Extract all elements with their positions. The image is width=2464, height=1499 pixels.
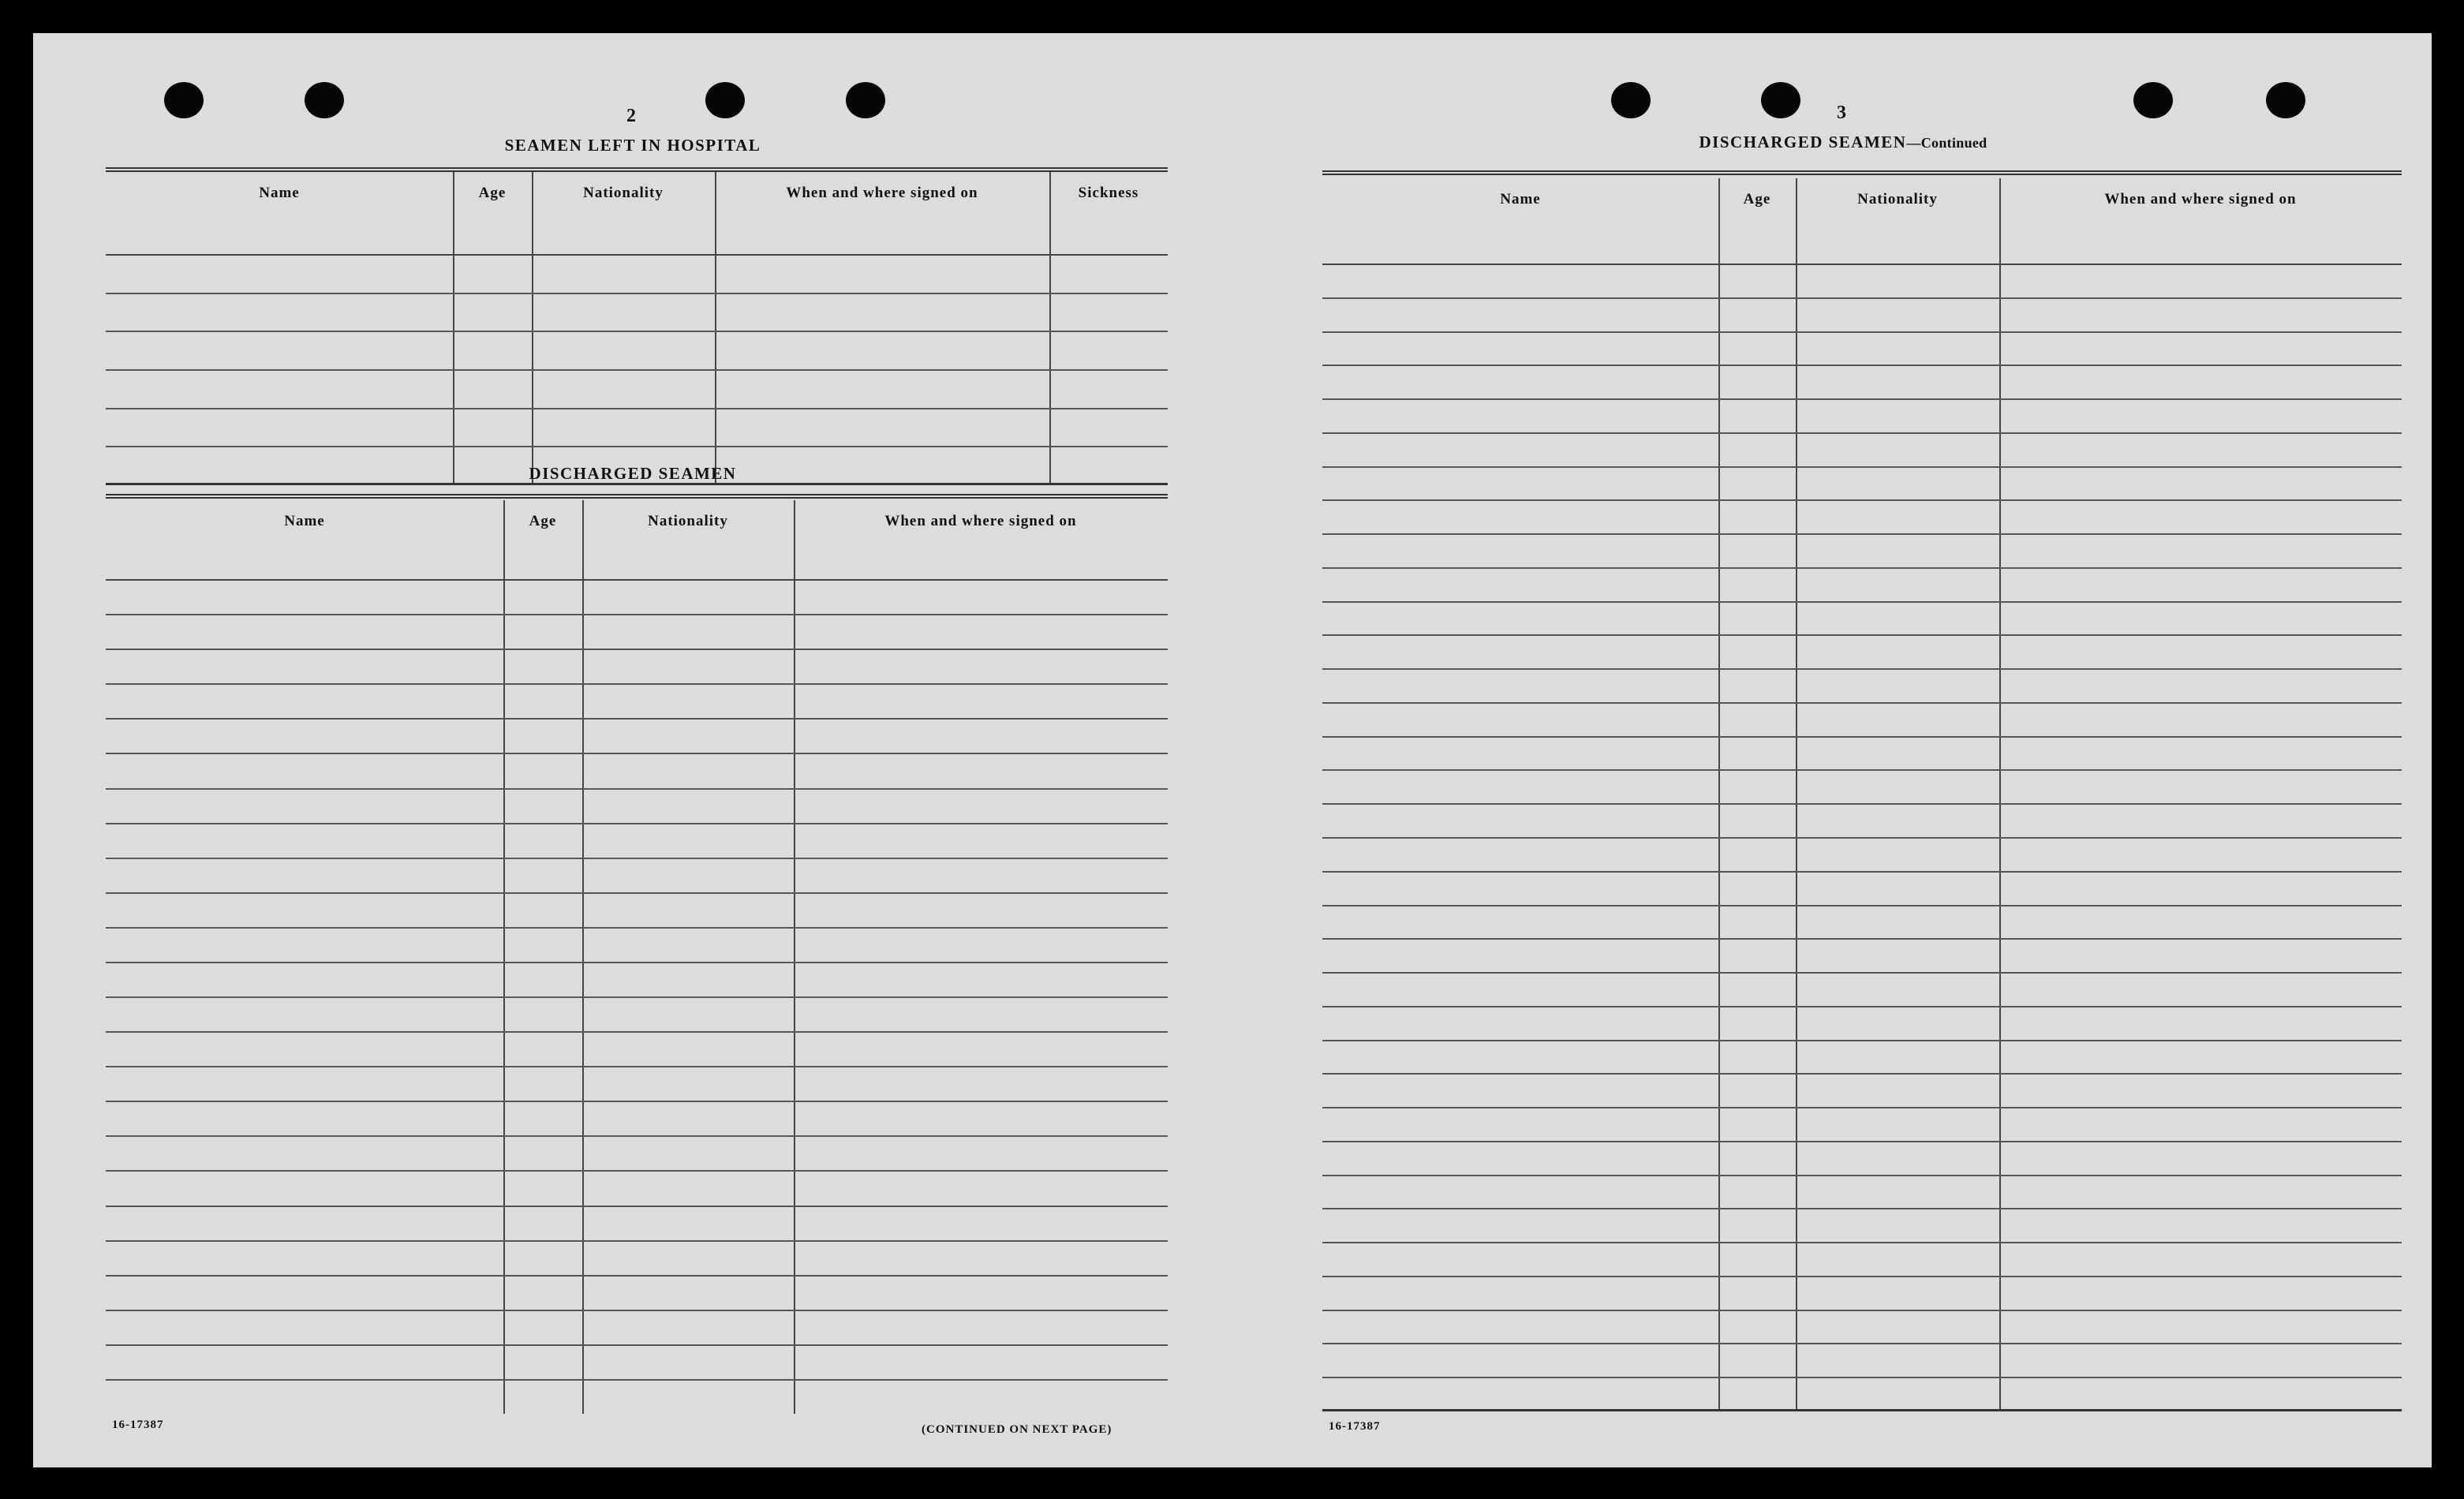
column-header: When and where signed on — [2104, 191, 2297, 207]
ruled-line — [1322, 1208, 2402, 1209]
binder-hole — [1611, 82, 1651, 118]
ruled-line — [1322, 702, 2402, 704]
ruled-line — [1322, 432, 2402, 434]
binder-hole — [164, 82, 204, 118]
ruled-line — [1322, 938, 2402, 940]
column-divider — [1796, 178, 1797, 1411]
ruled-line — [1322, 1310, 2402, 1311]
ruled-line — [106, 1240, 1168, 1242]
ruled-line — [1322, 871, 2402, 873]
ruled-line — [106, 753, 1168, 754]
ruled-line — [1322, 466, 2402, 468]
binder-hole — [705, 82, 745, 118]
ruled-line — [106, 1031, 1168, 1033]
ruled-line — [106, 1310, 1168, 1311]
hospital-section-title: SEAMEN LEFT IN HOSPITAL — [504, 136, 761, 155]
binder-hole — [305, 82, 344, 118]
column-header: When and where signed on — [884, 513, 1077, 529]
column-divider — [715, 172, 716, 484]
ruled-line — [106, 369, 1168, 371]
ruled-line — [106, 1101, 1168, 1102]
ruled-line — [106, 293, 1168, 294]
column-header: Name — [284, 513, 325, 529]
ruled-line — [1322, 668, 2402, 670]
right-page-number: 3 — [1837, 103, 1846, 123]
column-divider — [1049, 172, 1051, 484]
column-header: Nationality — [583, 185, 664, 201]
column-divider — [532, 172, 533, 484]
discharged-table — [106, 500, 1168, 1414]
column-header: Name — [1500, 191, 1541, 207]
continued-table — [1322, 178, 2402, 1411]
column-header: Name — [259, 185, 300, 201]
table-bottom-rule — [1322, 1409, 2402, 1411]
ruled-line — [1322, 499, 2402, 501]
column-divider — [503, 500, 505, 1414]
ruled-line — [1322, 1377, 2402, 1378]
column-divider — [794, 500, 795, 1414]
ledger-sheet — [33, 33, 2432, 1467]
discharged-section-title: DISCHARGED SEAMEN — [529, 464, 737, 483]
binder-hole — [2133, 82, 2173, 118]
column-header: Age — [529, 513, 557, 529]
continued-top-rule — [1322, 170, 2402, 175]
ruled-line — [106, 962, 1168, 963]
ruled-line — [1322, 972, 2402, 974]
header-rule — [106, 579, 1168, 581]
ruled-line — [1322, 1242, 2402, 1243]
ruled-line — [106, 1170, 1168, 1172]
hospital-table — [106, 172, 1168, 484]
ruled-line — [1322, 1073, 2402, 1075]
ruled-line — [1322, 634, 2402, 636]
header-rule — [1322, 264, 2402, 265]
ruled-line — [1322, 297, 2402, 299]
ruled-line — [106, 649, 1168, 650]
column-divider — [582, 500, 584, 1414]
column-header: Nationality — [1857, 191, 1938, 207]
right-form-number: 16-17387 — [1329, 1420, 1381, 1433]
ruled-line — [1322, 905, 2402, 907]
ruled-line — [106, 788, 1168, 790]
column-header: Age — [1743, 191, 1771, 207]
ruled-line — [106, 1206, 1168, 1207]
ruled-line — [1322, 398, 2402, 400]
ruled-line — [1322, 601, 2402, 603]
ruled-line — [106, 683, 1168, 685]
continued-suffix: —Continued — [1906, 135, 1987, 151]
ruled-line — [1322, 1141, 2402, 1142]
ruled-line — [1322, 1276, 2402, 1277]
header-rule — [106, 254, 1168, 256]
column-header: Nationality — [648, 513, 728, 529]
discharged-top-rule — [106, 494, 1168, 499]
ruled-line — [106, 927, 1168, 929]
left-page-number: 2 — [626, 106, 636, 126]
ruled-line — [1322, 837, 2402, 839]
column-divider — [453, 172, 454, 484]
ruled-line — [106, 1275, 1168, 1277]
ruled-line — [106, 1379, 1168, 1381]
ruled-line — [106, 858, 1168, 859]
ruled-line — [1322, 1107, 2402, 1108]
ruled-line — [1322, 1175, 2402, 1176]
ruled-line — [106, 1344, 1168, 1346]
ruled-line — [106, 996, 1168, 998]
continued-section-title — [1699, 133, 1987, 152]
ruled-line — [1322, 331, 2402, 333]
ruled-line — [106, 331, 1168, 332]
ruled-line — [106, 1066, 1168, 1067]
ruled-line — [1322, 1343, 2402, 1344]
ruled-line — [1322, 769, 2402, 771]
ruled-line — [1322, 1006, 2402, 1007]
ruled-line — [1322, 364, 2402, 366]
column-header: When and where signed on — [786, 185, 978, 201]
column-header: Sickness — [1078, 185, 1139, 201]
ruled-line — [106, 446, 1168, 447]
ruled-line — [1322, 736, 2402, 738]
ruled-line — [106, 614, 1168, 615]
binder-hole — [846, 82, 885, 118]
ruled-line — [106, 718, 1168, 720]
ruled-line — [1322, 533, 2402, 535]
ruled-line — [1322, 567, 2402, 569]
column-divider — [1718, 178, 1720, 1411]
ruled-line — [1322, 803, 2402, 805]
binder-hole — [1761, 82, 1800, 118]
column-divider — [1999, 178, 2001, 1411]
ruled-line — [106, 823, 1168, 824]
continued-note: (CONTINUED ON NEXT PAGE) — [922, 1423, 1112, 1436]
ruled-line — [106, 408, 1168, 409]
ruled-line — [106, 1135, 1168, 1137]
left-form-number: 16-17387 — [112, 1419, 164, 1431]
binder-hole — [2266, 82, 2305, 118]
column-header: Age — [478, 185, 507, 201]
continued-section-title-text: DISCHARGED SEAMEN — [1699, 133, 1907, 151]
ruled-line — [106, 892, 1168, 894]
ruled-line — [1322, 1040, 2402, 1041]
